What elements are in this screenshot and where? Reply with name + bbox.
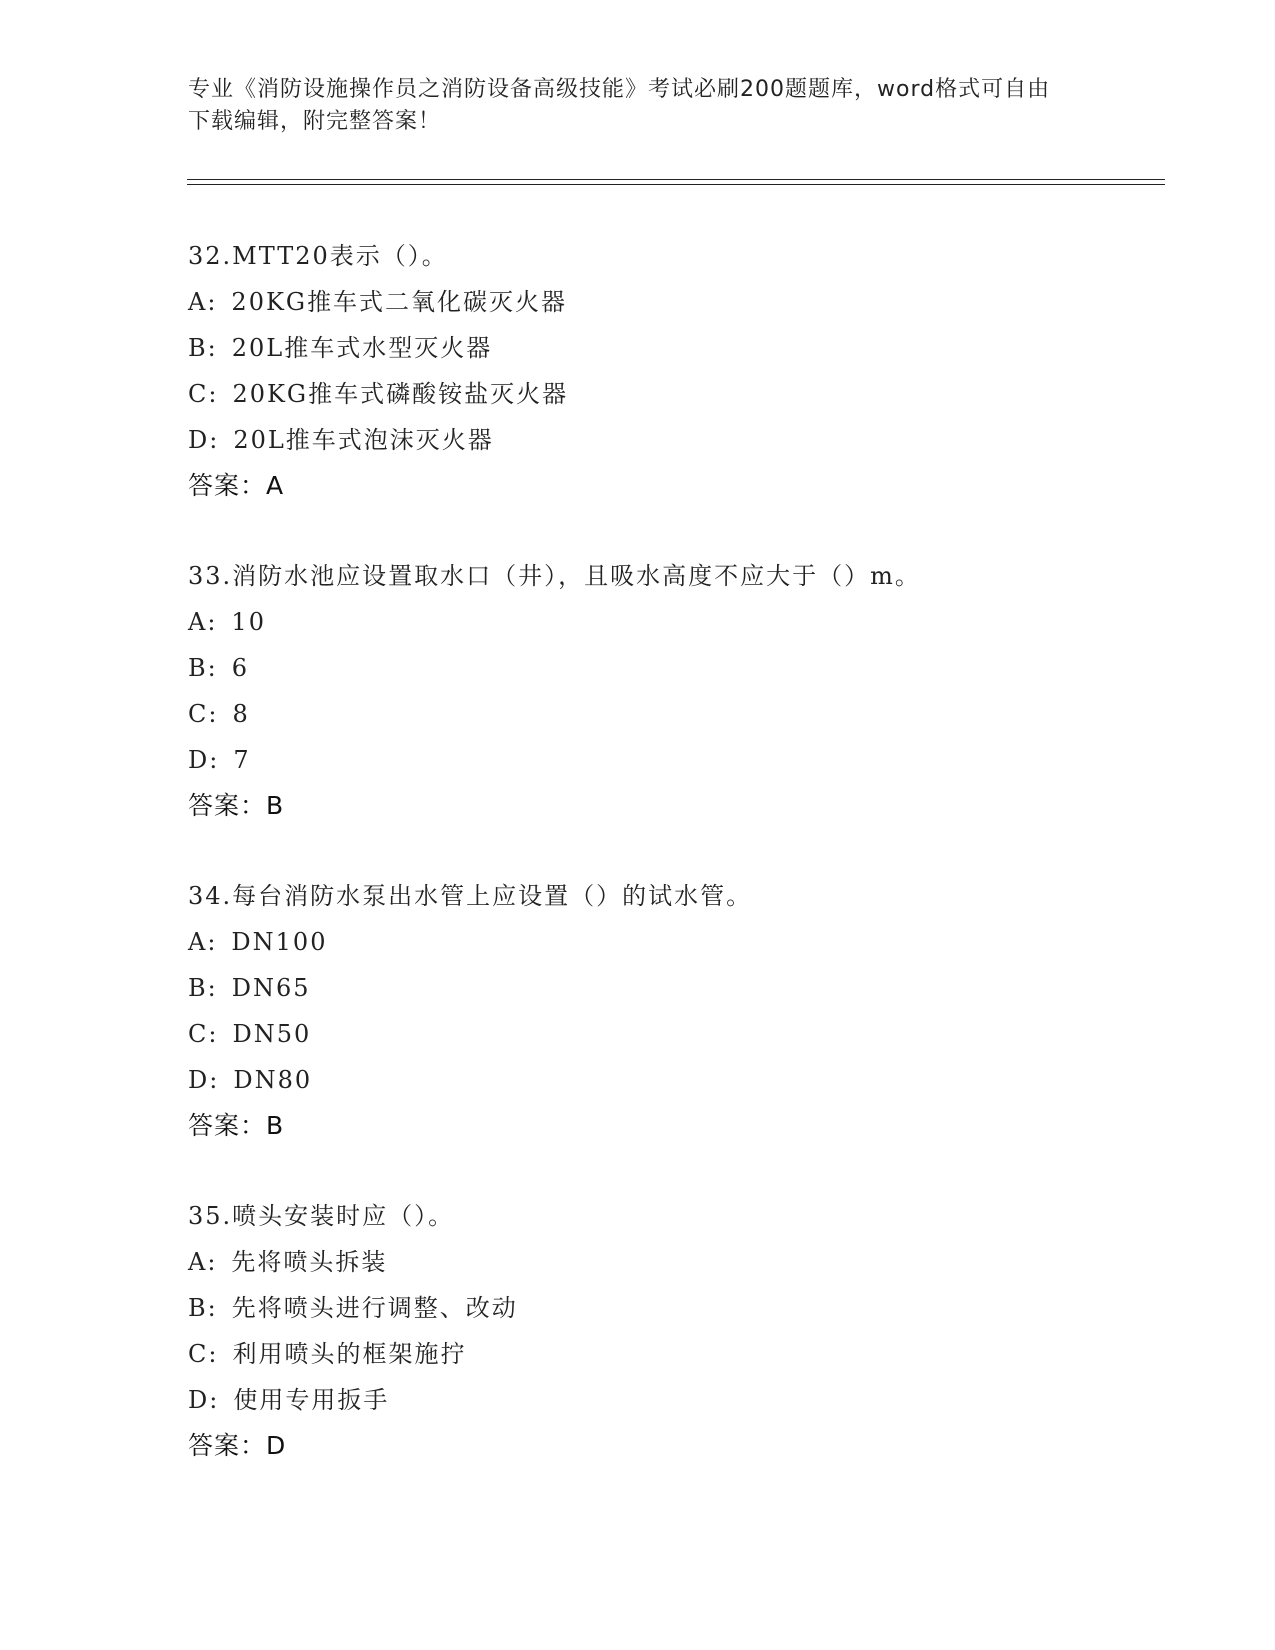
option-letter: A: bbox=[188, 608, 218, 636]
question-stem: 35.喷头安装时应（）。 bbox=[188, 1202, 455, 1230]
option-letter: A: bbox=[188, 1248, 218, 1276]
option-text: 6 bbox=[231, 654, 250, 682]
question-stem: 34.每台消防水泵出水管上应设置（）的试水管。 bbox=[188, 882, 753, 910]
option-letter: D: bbox=[188, 426, 220, 454]
header-divider-top bbox=[187, 179, 1165, 180]
question-stem: 33.消防水池应设置取水口（井），且吸水高度不应大于（）m。 bbox=[188, 562, 921, 590]
option-letter: B: bbox=[188, 1294, 218, 1322]
option-letter: D: bbox=[188, 746, 220, 774]
option-text: 利用喷头的框架施拧 bbox=[232, 1340, 467, 1368]
answer-line: 答案：D bbox=[188, 1431, 287, 1460]
option-text: 使用专用扳手 bbox=[233, 1386, 390, 1414]
option-text: DN100 bbox=[231, 928, 328, 956]
option-text: 10 bbox=[231, 608, 266, 636]
option-a bbox=[188, 606, 1168, 652]
option-a bbox=[188, 926, 1168, 972]
option-letter: B: bbox=[188, 334, 218, 362]
option-text: DN80 bbox=[233, 1066, 313, 1094]
option-c bbox=[188, 378, 1168, 424]
option-a bbox=[188, 286, 1168, 332]
option-text: DN65 bbox=[231, 974, 311, 1002]
option-text: 20L推车式泡沫灭火器 bbox=[233, 426, 494, 454]
option-letter: B: bbox=[188, 654, 218, 682]
option-c bbox=[188, 698, 1168, 744]
question-list bbox=[188, 240, 1168, 1520]
option-letter: B: bbox=[188, 974, 218, 1002]
question-stem: 32.MTT20表示（）。 bbox=[188, 242, 448, 270]
option-text: 20KG推车式二氧化碳灭火器 bbox=[231, 288, 568, 316]
option-d bbox=[188, 744, 1168, 790]
option-b bbox=[188, 652, 1168, 698]
question-32 bbox=[188, 240, 1168, 560]
option-d bbox=[188, 1384, 1168, 1430]
option-letter: A: bbox=[188, 928, 218, 956]
answer-line: 答案：B bbox=[188, 1111, 285, 1140]
option-b bbox=[188, 1292, 1168, 1338]
question-34 bbox=[188, 880, 1168, 1200]
question-35 bbox=[188, 1200, 1168, 1520]
option-d bbox=[188, 1064, 1168, 1110]
answer-line: 答案：A bbox=[188, 471, 285, 500]
answer-line: 答案：B bbox=[188, 791, 285, 820]
option-text: 20L推车式水型灭火器 bbox=[231, 334, 493, 362]
option-b bbox=[188, 972, 1168, 1018]
option-d bbox=[188, 424, 1168, 470]
option-text: DN50 bbox=[232, 1020, 312, 1048]
option-text: 8 bbox=[232, 700, 250, 728]
option-letter: C: bbox=[188, 700, 219, 728]
option-text: 先将喷头拆装 bbox=[231, 1248, 388, 1276]
option-letter: C: bbox=[188, 1340, 219, 1368]
option-letter: C: bbox=[188, 380, 219, 408]
option-b bbox=[188, 332, 1168, 378]
question-33 bbox=[188, 560, 1168, 880]
option-text: 20KG推车式磷酸铵盐灭火器 bbox=[232, 380, 569, 408]
option-c bbox=[188, 1018, 1168, 1064]
option-text: 7 bbox=[233, 746, 251, 774]
option-text: 先将喷头进行调整、改动 bbox=[231, 1294, 518, 1322]
option-a bbox=[188, 1246, 1168, 1292]
option-letter: A: bbox=[188, 288, 218, 316]
header-divider-bottom bbox=[187, 184, 1165, 185]
option-letter: D: bbox=[188, 1066, 220, 1094]
option-letter: C: bbox=[188, 1020, 219, 1048]
option-c bbox=[188, 1338, 1168, 1384]
option-letter: D: bbox=[188, 1386, 220, 1414]
document-intro: 专业《消防设施操作员之消防设备高级技能》考试必刷200题题库，word格式可自由下载编辑，附完整答案！ bbox=[188, 77, 1051, 134]
